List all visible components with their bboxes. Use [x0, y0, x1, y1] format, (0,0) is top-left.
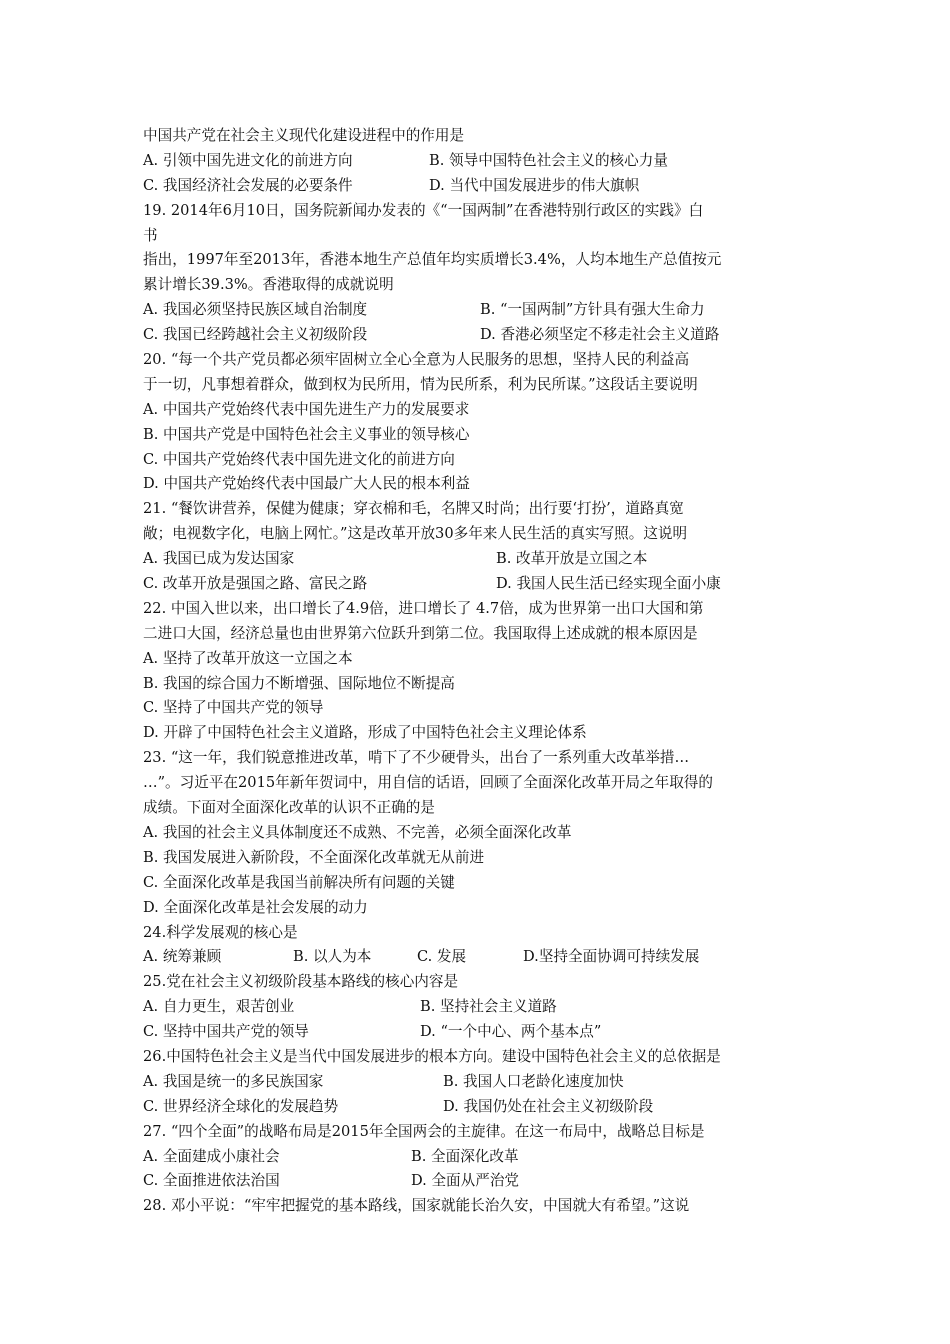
option-row [143, 1095, 808, 1120]
option-d: D. 全面从严治党 [411, 1172, 520, 1190]
option-a: A. 统筹兼顾 [143, 948, 222, 966]
option-row [143, 1020, 808, 1045]
option-d: D. 全面深化改革是社会发展的动力 [143, 898, 368, 916]
option-a: A. 全面建成小康社会 [143, 1147, 280, 1165]
option-a: A. 自力更生，艰苦创业 [143, 998, 295, 1016]
question-27-line: 27. “四个全面”的战略布局是2015年全国两会的主旋律。在这一布局中，战略总目标是 [143, 1122, 705, 1140]
option-b: B. 我国的综合国力不断增强、国际地位不断提高 [143, 674, 455, 692]
option-d: D. 我国仍处在社会主义初级阶段 [443, 1097, 654, 1115]
option-c: C. 中国共产党始终代表中国先进文化的前进方向 [143, 450, 455, 468]
question-21-line: 敞；电视数字化，电脑上网忙。”这是改革开放30多年来人民生活的真实写照。这说明 [143, 525, 688, 543]
option-row [143, 1169, 808, 1194]
option-c: C. 坚持了中国共产党的领导 [143, 699, 324, 717]
option-d: D. 香港必须坚定不移走社会主义道路 [480, 326, 720, 344]
option-c: C. 我国已经跨越社会主义初级阶段 [143, 326, 368, 344]
option-row [143, 298, 808, 323]
option-a: A. 我国已成为发达国家 [143, 550, 295, 568]
option-row [143, 995, 808, 1020]
question-23-line: 23. “这一年，我们锐意推进改革，啃下了不少硬骨头，出台了一系列重大改革举措… [143, 749, 690, 767]
option-b: B. 我国发展进入新阶段，不全面深化改革就无从前进 [143, 848, 485, 866]
question-23-line: …”。习近平在2015年新年贺词中，用自信的话语，回顾了全面深化改革开局之年取得的 [143, 774, 713, 792]
question-22-line: 二进口大国，经济总量也由世界第六位跃升到第二位。我国取得上述成就的根本原因是 [143, 624, 698, 642]
option-c: C. 全面推进依法治国 [143, 1172, 280, 1190]
question-19-line: 书 [143, 226, 158, 244]
option-a: A. 我国必须坚持民族区域自治制度 [143, 301, 368, 319]
option-b: B. “一国两制”方针具有强大生命力 [480, 301, 705, 319]
question-24-line: 24.科学发展观的核心是 [143, 923, 298, 941]
question-stem-line: 中国共产党在社会主义现代化建设进程中的作用是 [143, 127, 465, 144]
question-21-line: 21. “餐饮讲营养，保健为健康；穿衣棉和毛，名牌又时尚；出行要‘打扮’，道路真宽 [143, 500, 684, 518]
option-b: B. 领导中国特色社会主义的核心力量 [429, 151, 668, 169]
option-c: C. 改革开放是强国之路、富民之路 [143, 575, 368, 593]
option-a: A. 我国的社会主义具体制度还不成熟、不完善，必须全面深化改革 [143, 823, 572, 841]
option-c: C. 全面深化改革是我国当前解决所有问题的关键 [143, 873, 455, 891]
option-d: D. 我国人民生活已经实现全面小康 [496, 575, 721, 593]
option-a: A. 中国共产党始终代表中国先进生产力的发展要求 [143, 400, 470, 418]
option-d: D. 开辟了中国特色社会主义道路，形成了中国特色社会主义理论体系 [143, 724, 587, 742]
option-row [143, 1070, 808, 1095]
option-d: D. “一个中心、两个基本点” [420, 1023, 602, 1041]
option-b: B. 坚持社会主义道路 [420, 998, 557, 1016]
option-c: C. 世界经济全球化的发展趋势 [143, 1097, 339, 1115]
option-row [143, 323, 808, 348]
option-row [143, 572, 808, 597]
option-row [143, 1145, 808, 1170]
question-23-line: 成绩。下面对全面深化改革的认识不正确的是 [143, 799, 435, 817]
option-d: D.坚持全面协调可持续发展 [523, 948, 700, 966]
question-19-line: 累计增长39.3%。香港取得的成就说明 [143, 276, 394, 294]
option-c: C. 我国经济社会发展的必要条件 [143, 176, 353, 194]
option-b: B. 以人为本 [293, 948, 372, 966]
document-page [143, 124, 808, 1219]
option-a: A. 坚持了改革开放这一立国之本 [143, 649, 353, 667]
option-row [143, 149, 808, 174]
question-26-line: 26.中国特色社会主义是当代中国发展进步的根本方向。建设中国特色社会主义的总依据是 [143, 1047, 721, 1065]
question-22-line: 22. 中国入世以来，出口增长了4.9倍，进口增长了 4.7倍，成为世界第一出口大国和第 [143, 599, 704, 617]
question-25-line: 25.党在社会主义初级阶段基本路线的核心内容是 [143, 973, 459, 991]
option-row [143, 945, 808, 970]
option-d: D. 中国共产党始终代表中国最广大人民的根本利益 [143, 475, 470, 493]
question-19-line: 19. 2014年6月10日，国务院新闻办发表的《“一国两制”在香港特别行政区的实践》白 [143, 201, 704, 219]
option-row [143, 547, 808, 572]
question-20-line: 20. “每一个共产党员都必须牢固树立全心全意为人民服务的思想，坚持人民的利益高 [143, 351, 690, 369]
option-d: D. 当代中国发展进步的伟大旗帜 [429, 176, 640, 194]
option-c: C. 发展 [417, 948, 467, 966]
option-b: B. 中国共产党是中国特色社会主义事业的领导核心 [143, 425, 470, 443]
question-19-line: 指出，1997年至2013年，香港本地生产总值年均实质增长3.4%，人均本地生产总值按元 [143, 251, 722, 269]
option-b: B. 我国人口老龄化速度加快 [443, 1072, 624, 1090]
question-20-line: 于一切，凡事想着群众，做到权为民所用，情为民所系，利为民所谋。”这段话主要说明 [143, 375, 698, 393]
option-a: A. 我国是统一的多民族国家 [143, 1072, 324, 1090]
question-28-line: 28. 邓小平说：“牢牢把握党的基本路线，国家就能长治久安，中国就大有希望。”这说 [143, 1197, 690, 1215]
option-a: A. 引领中国先进文化的前进方向 [143, 151, 353, 169]
option-row [143, 174, 808, 199]
option-c: C. 坚持中国共产党的领导 [143, 1023, 309, 1041]
option-b: B. 全面深化改革 [411, 1147, 519, 1165]
option-b: B. 改革开放是立国之本 [496, 550, 648, 568]
